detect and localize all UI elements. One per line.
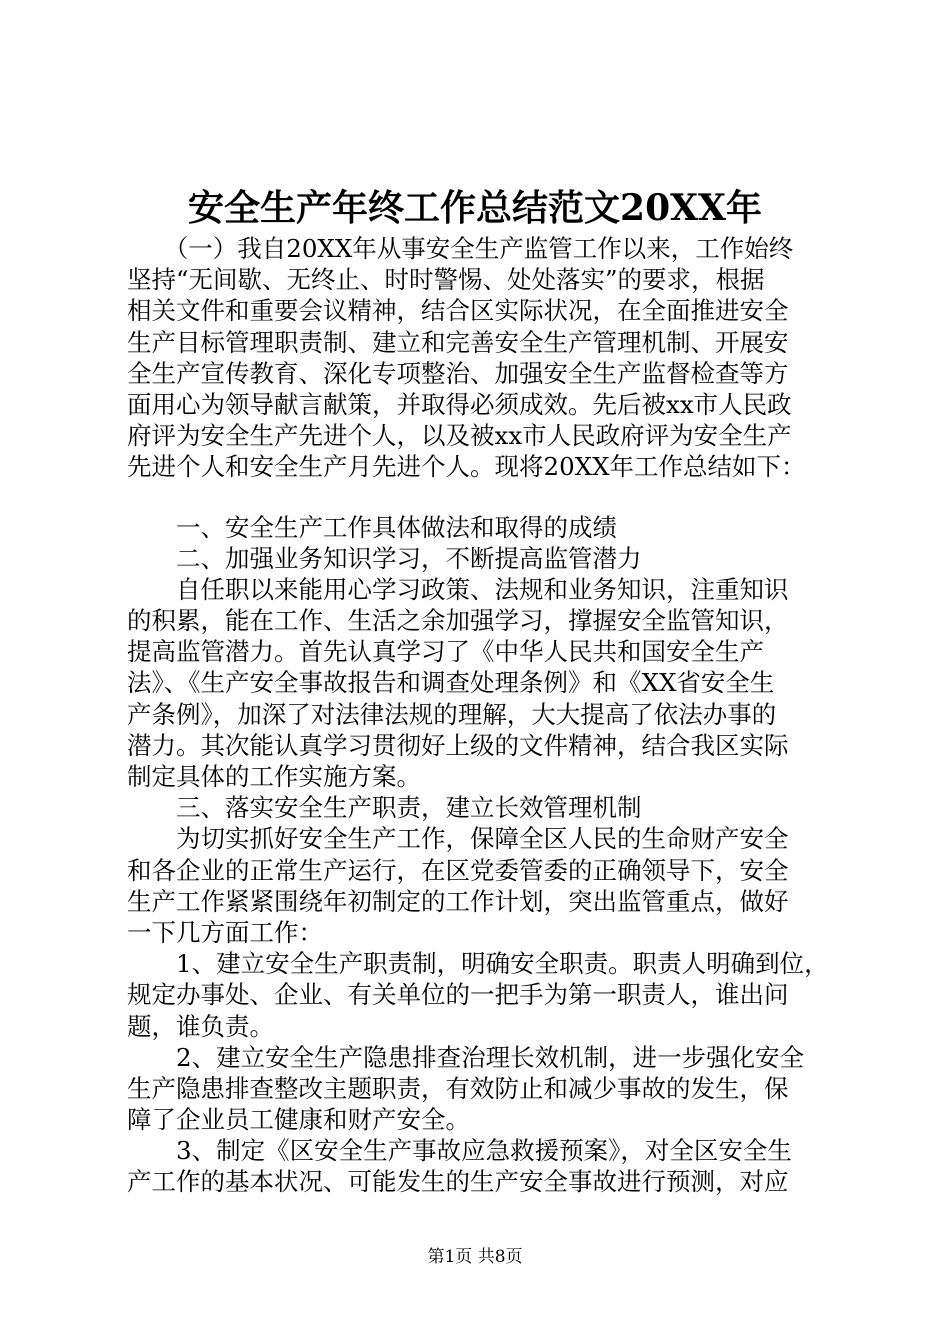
text-line: 二、加强业务知识学习，不断提高监管潜力 xyxy=(127,543,642,573)
text-line: 和各企业的正常生产运行，在区党委管委的正确领导下，安全 xyxy=(127,855,789,885)
text-line: 2、建立安全生产隐患排查治理长效机制，进一步强化安全 xyxy=(127,1042,805,1072)
text-line: （一）我自20XX年从事安全生产监管工作以来，工作始终 xyxy=(127,234,794,263)
text-line: 生产目标管理职责制、建立和完善安全生产管理机制、开展安 xyxy=(127,327,789,357)
text-line: 生产工作紧紧围绕年初制定的工作计划，突出监管重点，做好 xyxy=(127,886,789,916)
text-line: 3、制定《区安全生产事故应急救援预案》，对全区安全生 xyxy=(127,1136,792,1166)
text-line: 产工作的基本状况、可能发生的生产安全事故进行预测，对应 xyxy=(127,1167,789,1197)
text-line: 先进个人和安全生产月先进个人。现将20XX年工作总结如下： xyxy=(127,452,806,482)
text-line: 一、安全生产工作具体做法和取得的成绩 xyxy=(127,512,617,542)
text-line: 为切实抓好安全生产工作，保障全区人民的生命财产安全 xyxy=(127,824,789,854)
text-line: 三、落实安全生产职责，建立长效管理机制 xyxy=(127,793,642,823)
text-line: 障了企业员工健康和财产安全。 xyxy=(127,1105,470,1135)
text-line: 制定具体的工作实施方案。 xyxy=(127,762,421,791)
text-line: 1、建立安全生产职责制，明确安全职责。职责人明确到位， xyxy=(127,949,829,979)
text-line: 规定办事处、企业、有关单位的一把手为第一职责人，谁出问 xyxy=(127,980,789,1010)
text-line: 一下几方面工作： xyxy=(127,917,323,947)
document-body xyxy=(127,233,847,1198)
text-line: 产条例》，加深了对法律法规的理解，大大提高了依法办事的 xyxy=(127,699,777,729)
text-line: 题，谁负责。 xyxy=(127,1011,274,1041)
page-footer: 第1页 共8页 xyxy=(427,1247,523,1267)
text-line: 全生产宣传教育、深化专项整治、加强安全生产监督检查等方 xyxy=(127,358,789,388)
text-line: 面用心为领导献言献策，并取得必须成效。先后被xx市人民政 xyxy=(127,389,792,419)
text-line: 自任职以来能用心学习政策、法规和业务知识，注重知识 xyxy=(127,574,789,604)
text-line: 相关文件和重要会议精神，结合区实际状况，在全面推进安全 xyxy=(127,296,789,326)
text-line: 提高监管潜力。首先认真学习了《中华人民共和国安全生产 xyxy=(127,637,764,667)
text-line: 的积累，能在工作、生活之余加强学习，撑握安全监管知识， xyxy=(127,606,789,636)
text-line: 坚持“无间歇、无终止、时时警惕、处处落实”的要求，根据 xyxy=(127,265,765,295)
text-line: 府评为安全生产先进个人，以及被xx市人民政府评为安全生产 xyxy=(127,421,792,451)
paragraph-gap xyxy=(127,483,847,512)
text-line: 生产隐患排查整改主题职责，有效防止和减少事故的发生，保 xyxy=(127,1073,789,1103)
text-line: 潜力。其次能认真学习贯彻好上级的文件精神，结合我区实际 xyxy=(127,730,789,760)
document-title: 安全生产年终工作总结范文20XX年 xyxy=(188,187,762,229)
text-line: 法》、《生产安全事故报告和调查处理条例》和《XX省安全生 xyxy=(127,668,775,698)
